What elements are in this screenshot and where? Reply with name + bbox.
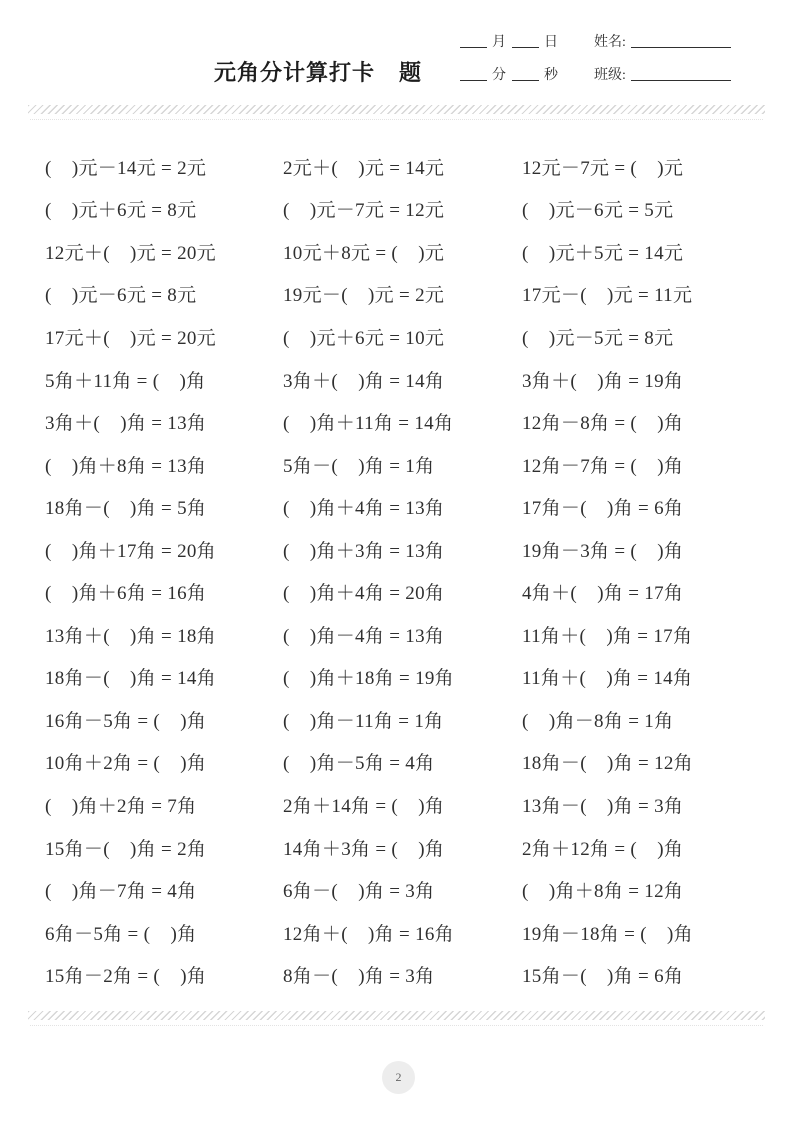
problem-cell: 17角－( )角 = 6角: [522, 498, 684, 520]
second-label: 秒: [544, 68, 558, 83]
problem-cell: 12元－7元 = ( )元: [522, 157, 684, 179]
problem-cell: ( )角－7角 = 4角: [45, 881, 197, 903]
time-row: [460, 64, 770, 84]
problem-cell: 16角－5角 = ( )角: [45, 710, 207, 732]
class-label: 班级:: [594, 68, 626, 83]
problem-cell: 18角－( )角 = 5角: [45, 498, 207, 520]
problem-cell: 15角－( )角 = 2角: [45, 838, 207, 860]
problem-cell: ( )角＋8角 = 13角: [45, 455, 207, 477]
problem-cell: ( )角＋2角 = 7角: [45, 795, 197, 817]
problem-cell: ( )角＋4角 = 20角: [283, 583, 445, 605]
day-label: 日: [544, 35, 558, 50]
problems-grid: [45, 145, 761, 996]
problem-cell: ( )角－11角 = 1角: [283, 710, 444, 732]
problem-cell: 19元－( )元 = 2元: [283, 285, 445, 307]
problem-cell: 15角－2角 = ( )角: [45, 966, 207, 988]
problem-cell: 2元＋( )元 = 14元: [283, 157, 445, 179]
problem-cell: ( )角＋8角 = 12角: [522, 881, 684, 903]
class-blank: [631, 69, 731, 81]
problem-cell: 13角－( )角 = 3角: [522, 795, 684, 817]
problem-cell: 3角＋( )角 = 19角: [522, 370, 684, 392]
problem-cell: 5角－( )角 = 1角: [283, 455, 435, 477]
problem-cell: 5角＋11角 = ( )角: [45, 370, 206, 392]
header-fields: [460, 31, 770, 97]
problem-cell: ( )角－4角 = 13角: [283, 625, 445, 647]
problem-cell: 19角－3角 = ( )角: [522, 540, 684, 562]
problem-cell: 3角＋( )角 = 14角: [283, 370, 445, 392]
problem-cell: 12元＋( )元 = 20元: [45, 242, 216, 264]
problem-cell: 10元＋8元 = ( )元: [283, 242, 445, 264]
second-blank: [512, 69, 539, 81]
problem-cell: 12角＋( )角 = 16角: [283, 923, 454, 945]
problem-cell: ( )元＋6元 = 8元: [45, 200, 197, 222]
problem-cell: ( )角－8角 = 1角: [522, 710, 674, 732]
page-number-badge: [382, 1061, 415, 1094]
minute-label: 分: [492, 68, 506, 83]
problem-cell: ( )元－5元 = 8元: [522, 327, 674, 349]
problem-cell: ( )元－6元 = 8元: [45, 285, 197, 307]
month-label: 月: [492, 35, 506, 50]
problem-cell: ( )元－6元 = 5元: [522, 200, 674, 222]
name-label: 姓名:: [594, 35, 626, 50]
problem-cell: 13角＋( )角 = 18角: [45, 625, 216, 647]
problem-cell: 11角＋( )角 = 14角: [522, 668, 693, 690]
problem-cell: 2角＋14角 = ( )角: [283, 795, 445, 817]
problem-cell: 12角－7角 = ( )角: [522, 455, 684, 477]
problem-cell: 4角＋( )角 = 17角: [522, 583, 684, 605]
problem-cell: 2角＋12角 = ( )角: [522, 838, 684, 860]
problem-cell: 6角－( )角 = 3角: [283, 881, 435, 903]
problem-cell: ( )角＋6角 = 16角: [45, 583, 207, 605]
problem-cell: ( )元－7元 = 12元: [283, 200, 445, 222]
problem-cell: 8角－( )角 = 3角: [283, 966, 435, 988]
problem-cell: 11角＋( )角 = 17角: [522, 625, 693, 647]
date-row: [460, 31, 770, 51]
name-blank: [631, 36, 731, 48]
problem-cell: ( )角－5角 = 4角: [283, 753, 435, 775]
problem-cell: 15角－( )角 = 6角: [522, 966, 684, 988]
problem-cell: ( )元＋6元 = 10元: [283, 327, 445, 349]
problem-cell: 3角＋( )角 = 13角: [45, 413, 207, 435]
page-number: 2: [395, 1070, 402, 1084]
problem-cell: 17元－( )元 = 11元: [522, 285, 693, 307]
problem-cell: ( )角＋17角 = 20角: [45, 540, 216, 562]
problem-cell: ( )元－14元 = 2元: [45, 157, 207, 179]
problem-cell: 17元＋( )元 = 20元: [45, 327, 216, 349]
problem-cell: ( )角＋4角 = 13角: [283, 498, 445, 520]
bottom-divider: [28, 1011, 765, 1020]
problem-cell: 18角－( )角 = 12角: [522, 753, 693, 775]
page-title: [214, 56, 422, 87]
problem-cell: 6角－5角 = ( )角: [45, 923, 197, 945]
problem-cell: ( )元＋5元 = 14元: [522, 242, 684, 264]
problem-cell: ( )角＋18角 = 19角: [283, 668, 454, 690]
problem-cell: 10角＋2角 = ( )角: [45, 753, 207, 775]
page-title-suffix: 题: [399, 60, 423, 85]
problem-cell: 19角－18角 = ( )角: [522, 923, 693, 945]
problem-cell: 14角＋3角 = ( )角: [283, 838, 445, 860]
top-divider: [28, 105, 765, 114]
day-blank: [512, 36, 539, 48]
minute-blank: [460, 69, 487, 81]
problem-cell: 18角－( )角 = 14角: [45, 668, 216, 690]
problem-cell: ( )角＋3角 = 13角: [283, 540, 445, 562]
problem-cell: ( )角＋11角 = 14角: [283, 413, 454, 435]
month-blank: [460, 36, 487, 48]
page-title-text: 元角分计算打卡: [214, 60, 376, 85]
problem-cell: 12角－8角 = ( )角: [522, 413, 684, 435]
